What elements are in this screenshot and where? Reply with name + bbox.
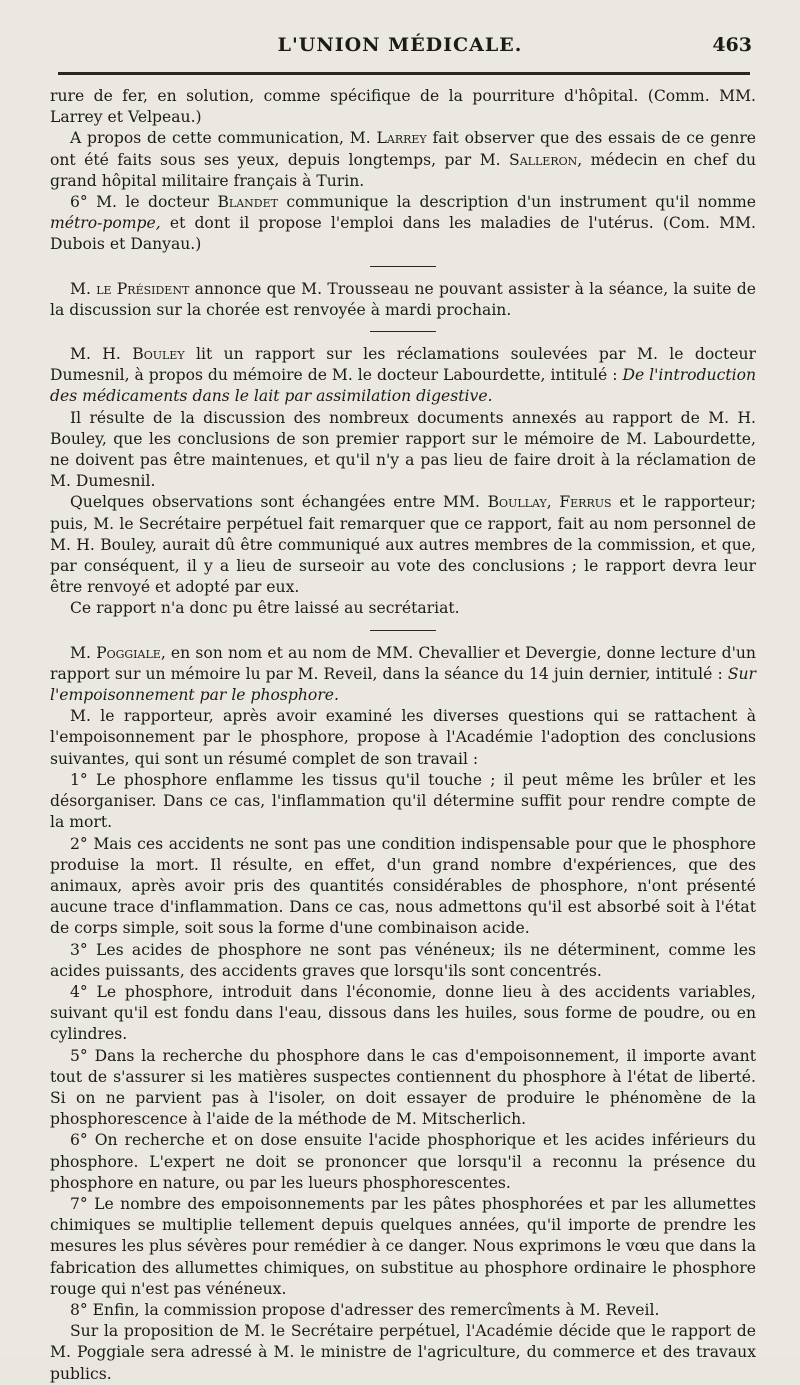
name-blandet: Blandet [217,193,278,212]
section-separator [370,331,436,332]
paragraph-final-decision: Sur la proposition de M. le Secrétaire perpétuel, l'Académie décide que le rapport de M. Poggiale sera adressé à M. le ministre de l'agriculture, du commerce et des travaux publics. [50,1322,756,1383]
conclusion-item: 5° Dans la recherche du phosphore dans le cas d'empoisonnement, il importe avant tout de s'assurer si les matières suspectes contiennent du phosphore à l'état de liberté. Si on ne parvient pas à l'isoler, on doit essayer de produire le phénomène de la phosphorescence à l'aide de la méthode de M. Mitscherlich. [50,1046,756,1129]
name-larrey: Larrey [376,129,427,148]
running-header [0,34,800,64]
journal-title: L'UNION MÉDICALE. [277,34,523,56]
paragraph-larrey-comment: A propos de cette communication, M. Larrey fait observer que des essais de ce genre ont été faits sous ses yeux, depuis longtemps, par M. Salleron, médecin en chef du grand hôpital militaire français à Turin. [50,129,757,190]
memoir-title: Sur l'empoisonnement par le phosphore. [50,664,756,705]
conclusion-item: 2° Mais ces accidents ne sont pas une condition indispensable pour que le phosphore produise la mort. Il résulte, en effet, d'un grand nombre d'expériences, que des animaux, après avoir pris des quantités considérables de phosphore, n'ont présenté aucune trace d'inflammation. Dans ce cas, nous admettons qu'il est absorbé soit à l'état de corps simple, soit sous la forme d'une combinaison acide. [50,834,756,938]
conclusion-item: 3° Les acides de phosphore ne sont pas vénéneux; ils ne déterminent, comme les acides puissants, des accidents graves que lorsqu'ils sont concentrés. [50,940,756,980]
name-boullay: Boullay [487,493,547,512]
page-number: 463 [712,34,752,56]
conclusion-item: 6° On recherche et on dose ensuite l'acide phosphorique et les acides inférieurs du phosphore. L'expert ne doit se prononcer que lorsqu'il a reconnu la présence du phosphore en nature, ou par les lueurs phosphorescentes. [50,1131,756,1192]
header-rule [58,72,750,75]
paragraph-observations: Quelques observations sont échangées entre MM. Boullay, Ferrus et le rapporteur; puis, M. le Secrétaire perpétuel fait remarquer que ce rapport, fait au nom personnel de M. H. Bouley, aurait dû être communiqué aux autres membres de la commission, et que, par conséquent, il y a lieu de surseoir au vote des conclusions ; le rapport devra leur être renvoyé et adopté par eux. [50,493,756,597]
conclusion-item: 8° Enfin, la commission propose d'adresser des remercîments à M. Reveil. [70,1300,660,1319]
name-bouley: Bouley [132,345,185,364]
paragraph-rapporteur-summary: M. le rapporteur, après avoir examiné les diverses questions qui se rattachent à l'empoisonnement par le phosphore, propose à l'Académie l'adoption des conclusions suivantes, qui sont un résumé complet de son travail : [50,707,756,768]
paragraph-poggiale-report: M. Poggiale, en son nom et au nom de MM. Chevallier et Devergie, donne lecture d'un rapport sur un mémoire lu par M. Reveil, dans la séance du 14 juin dernier, intitulé : Sur l'empoisonnement par le phosphore. [50,643,756,705]
conclusion-item: 7° Le nombre des empoisonnements par les pâtes phosphorées et par les allumettes chimiques se multiplie tellement depuis quelques années, qu'il importe de prendre les mesures les plus sévères pour remédier à ce danger. Nous exprimons le vœu que dans la fabrication des allumettes chimiques, on substitue au phosphore ordinaire le phosphore rouge qui n'est pas vénéneux. [50,1194,756,1298]
paragraph-secretariat: Ce rapport n'a donc pu être laissé au secrétariat. [70,599,460,618]
paragraph-continuation: rure de fer, en solution, comme spécifique de la pourriture d'hôpital. (Comm. MM. Larrey et Velpeau.) [50,87,756,127]
section-separator [370,266,436,267]
term-metro-pompe: métro-pompe, [50,214,161,233]
paragraph-blandet-instrument: 6° M. le docteur Blandet communique la description d'un instrument qu'il nomme métro-pompe, et dont il propose l'emploi dans les maladies de l'utérus. (Com. MM. Dubois et Danyau.) [50,193,756,254]
article-body [50,86,756,1385]
paragraph-discussion-result: Il résulte de la discussion des nombreux documents annexés au rapport de M. H. Bouley, que les conclusions de son premier rapport sur le mémoire de M. Labourdette, ne doivent pas être maintenues, et qu'il n'y a pas lieu de faire droit à la réclamation de M. Dumesnil. [50,408,756,491]
name-ferrus: Ferrus [559,493,612,512]
name-poggiale: Poggiale [96,643,161,662]
title-president: le Président [96,279,190,298]
name-salleron: Salleron [509,150,578,169]
conclusion-item: 4° Le phosphore, introduit dans l'économie, donne lieu à des accidents variables, suivant qu'il est fondu dans l'eau, dissous dans les huiles, sous forme de poudre, ou en cylindres. [50,982,756,1044]
section-separator [370,630,436,631]
paragraph-bouley-report: M. H. Bouley lit un rapport sur les réclamations soulevées par M. le docteur Dumesnil, à propos du mémoire de M. le docteur Labourdette, intitulé : De l'introduction des médicaments dans le lait par assimilation digestive. [50,345,757,406]
conclusion-item: 1° Le phosphore enflamme les tissus qu'il touche ; il peut même les brûler et les désorganiser. Dans ce cas, l'inflammation qu'il détermine suffit pour rendre compte de la mort. [50,770,756,832]
paragraph-president-announcement: M. le Président annonce que M. Trousseau ne pouvant assister à la séance, la suite de la discussion sur la chorée est renvoyée à mardi prochain. [50,279,757,319]
memoir-title: De l'introduction des médicaments dans le lait par assimilation digestive. [50,366,757,406]
